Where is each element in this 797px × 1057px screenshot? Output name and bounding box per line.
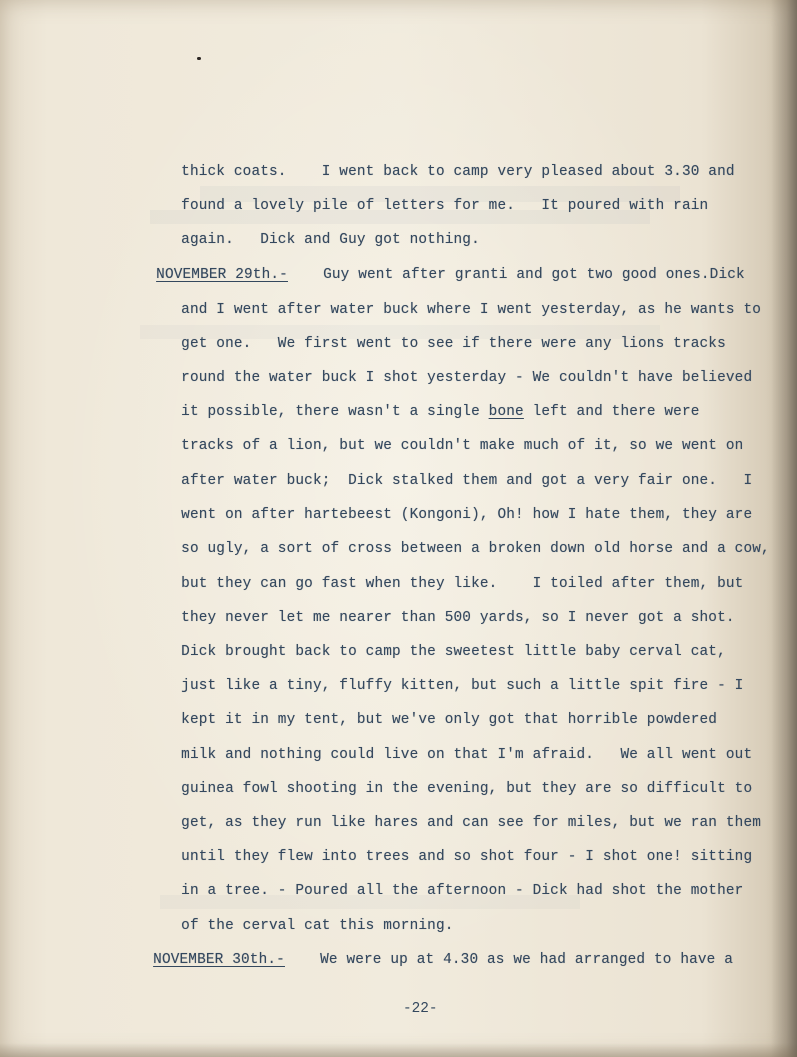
text-line: tracks of a lion, but we couldn't make much of it, so we went on: [181, 438, 744, 454]
text-line: after water buck; Dick stalked them and got a very fair one. I: [181, 473, 753, 489]
ink-speck: [197, 57, 201, 60]
page-number: -22-: [403, 1001, 438, 1017]
text-line: kept it in my tent, but we've only got that horrible powdered: [181, 712, 718, 728]
text-line: round the water buck I shot yesterday - We couldn't have believed: [181, 370, 753, 386]
entry-date: NOVEMBER 29th.-: [156, 267, 288, 283]
text-line: guinea fowl shooting in the evening, but they are so difficult to: [181, 781, 753, 797]
text-line: in a tree. - Poured all the afternoon - Dick had shot the mother: [181, 883, 744, 899]
text-line: they never let me nearer than 500 yards, so I never got a shot.: [181, 610, 735, 626]
underlined-word: bone: [488, 404, 524, 420]
entry-date: NOVEMBER 30th.-: [153, 952, 285, 968]
text-line: but they can go fast when they like. I toiled after them, but: [181, 576, 744, 592]
text-line: and I went after water buck where I went yesterday, as he wants to: [181, 302, 762, 318]
text-line: Dick brought back to camp the sweetest little baby cerval cat,: [181, 644, 726, 660]
text-line: just like a tiny, fluffy kitten, but such a little spit fire - I: [181, 678, 744, 694]
text-line: until they flew into trees and so shot four - I shot one! sitting: [181, 849, 753, 865]
dated-entry-line: NOVEMBER 30th.- We were up at 4.30 as we had arranged to have a: [153, 952, 734, 968]
text-line: get, as they run like hares and can see for miles, but we ran them: [181, 815, 762, 831]
text-line: again. Dick and Guy got nothing.: [181, 232, 480, 248]
text-line: it possible, there wasn't a single bone left and there were: [181, 404, 700, 420]
text-line: went on after hartebeest (Kongoni), Oh! how I hate them, they are: [181, 507, 753, 523]
text-line: of the cerval cat this morning.: [181, 918, 454, 934]
text-line: milk and nothing could live on that I'm afraid. We all went out: [181, 747, 753, 763]
dated-entry-line: NOVEMBER 29th.- Guy went after granti and got two good ones.Dick: [156, 267, 745, 283]
text-line: thick coats. I went back to camp very pleased about 3.30 and: [181, 164, 735, 180]
text-line: get one. We first went to see if there were any lions tracks: [181, 336, 726, 352]
text-line: so ugly, a sort of cross between a broken down old horse and a cow,: [181, 541, 770, 557]
page-bottom-shadow: [0, 1043, 797, 1057]
page-edge-shadow: [771, 0, 797, 1057]
text-line: found a lovely pile of letters for me. It poured with rain: [181, 198, 709, 214]
